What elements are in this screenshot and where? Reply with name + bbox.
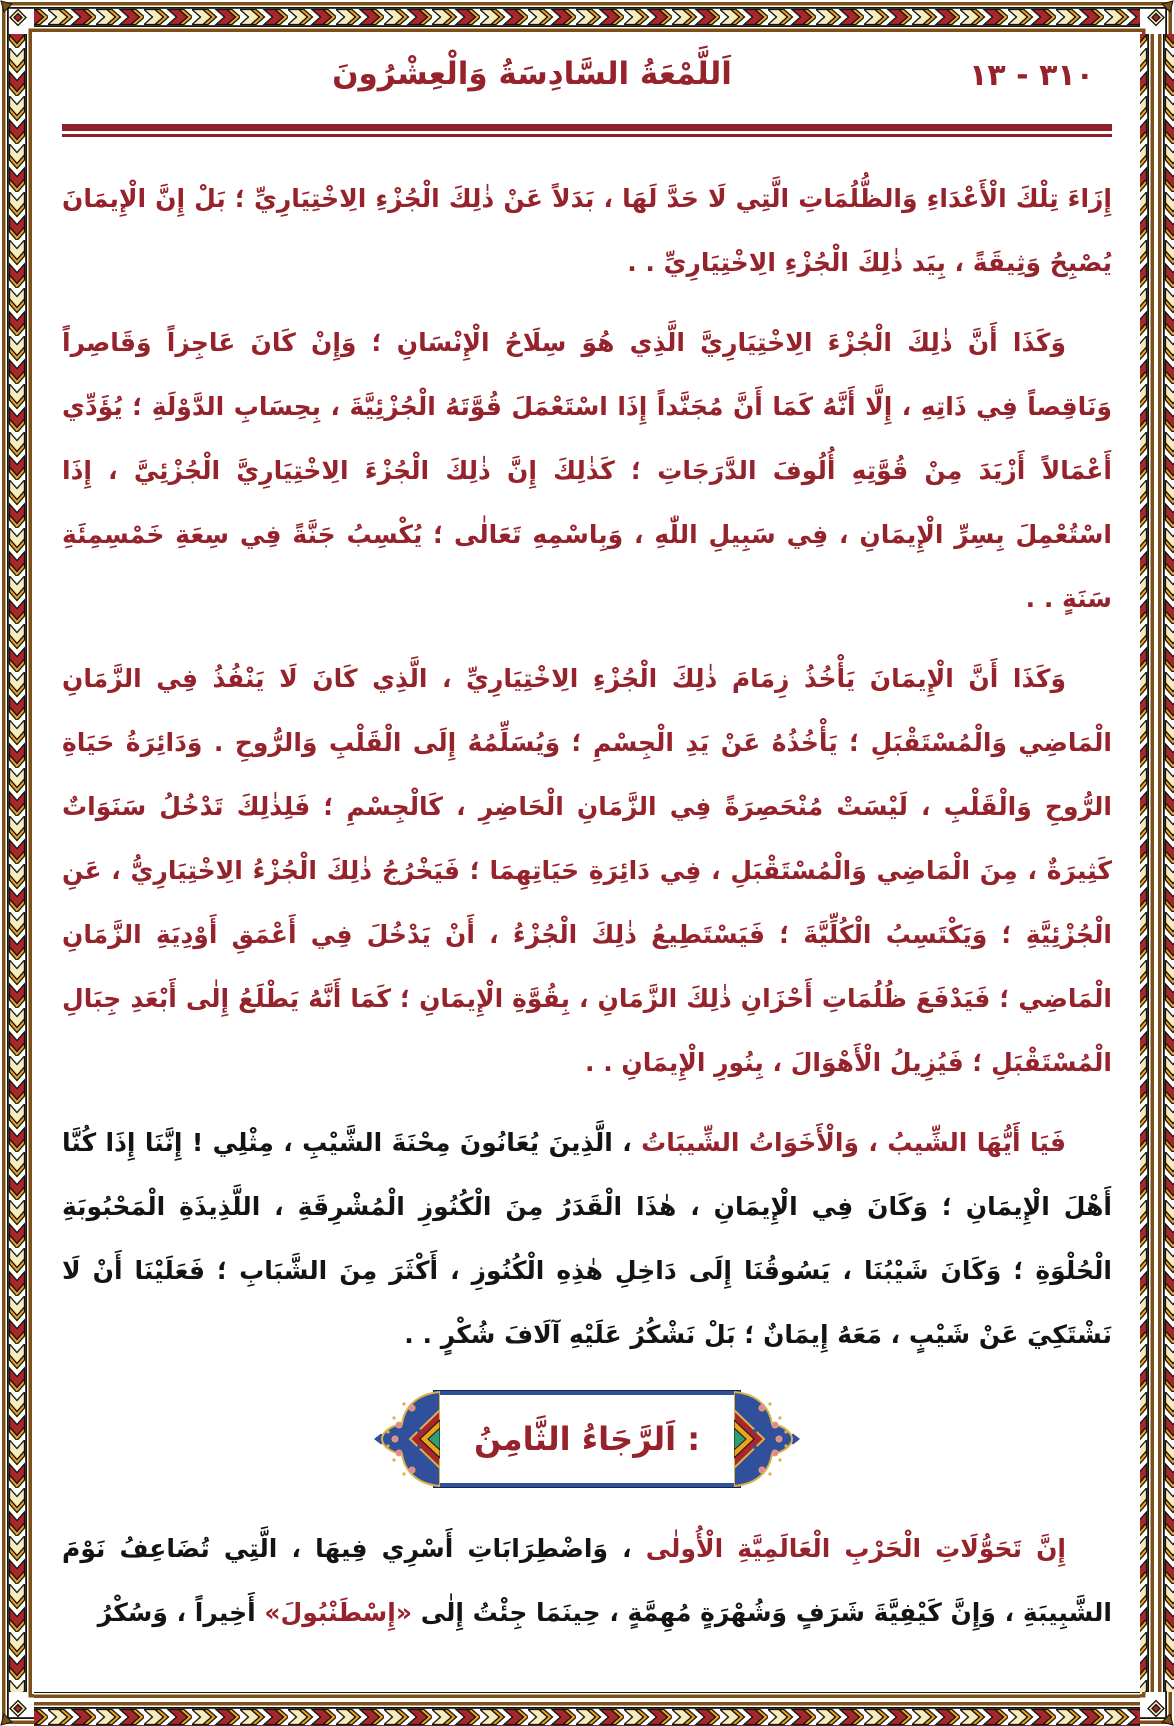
paragraph bbox=[62, 647, 1112, 1095]
divider-thick-line bbox=[62, 124, 1112, 131]
header-divider bbox=[62, 124, 1112, 137]
text-segment: وَكَذَا أَنَّ ذٰلِكَ الْجُزْءَ الِاخْتِيَارِيَّ الَّذِي هُوَ سِلَاحُ الْإِنْسَانِ ؛ وَإِنْ كَانَ عَاجِزاً وَقَاصِراً وَنَاقِصاً فِي ذَاتِهِ ، إِلَّا أَنَّهُ كَمَا أَنَّ مُجَنَّداً إِذَا اسْتَعْمَلَ قُوَّتَهُ الْجُزْئِيَّةَ ، بِحِسَابِ الدَّوْلَةِ ؛ يُؤَدِّي أَعْمَالاً أَزْيَدَ مِنْ قُوَّتِهِ أُلُوفَ الدَّرَجَاتِ ؛ كَذٰلِكَ إِنَّ ذٰلِكَ الْجُزْءَ الِاخْتِيَارِيَّ الْجُزْئِيَّ ، إِذَا اسْتُعْمِلَ بِسِرِّ الْإِيمَانِ ، فِي سَبِيلِ اللّٰهِ ، وَبِاسْمِهِ تَعَالٰى ؛ يُكْسِبُ جَنَّةً فِي سِعَةِ خَمْسِمِئَةِ سَنَةٍ . . bbox=[62, 328, 1112, 613]
text-segment: ، وَاضْطِرَابَاتِ أَسْرِي فِيهَا ، الَّتِي تُضَاعِفُ نَوْمَ الشَّبِيبَةِ ، وَإِنَّ كَيْفِيَّةَ شَرَفٍ وَشُهْرَةٍ مُهِمَّةٍ ، حِينَمَا جِئْتُ إِلٰى bbox=[62, 1534, 1112, 1627]
paragraphs-top bbox=[62, 167, 1112, 1367]
floral-medallion-right-icon bbox=[734, 1384, 800, 1494]
page-title: اَللَّمْعَةُ السَّادِسَةُ وَالْعِشْرُونَ bbox=[332, 56, 732, 92]
page-body bbox=[62, 167, 1112, 1645]
paragraph bbox=[62, 167, 1112, 295]
page-header bbox=[62, 46, 1112, 120]
page-number: ٣١٠ - ١٣ bbox=[969, 58, 1094, 93]
text-segment: ، الَّذِينَ يُعَانُونَ مِحْنَةَ الشَّيْبِ ، مِثْلِي ! إِنَّنَا إِذَا كُنَّا أَهْلَ الْإِيمَانِ ؛ وَكَانَ فِي الْإِيمَانِ ، هٰذَا الْقَدَرُ مِنَ الْكُنُوزِ الْمُشْرِقَةِ ، اللَّذِيذَةِ الْمَحْبُوبَةِ الْحُلْوَةِ ؛ وَكَانَ شَيْبُنَا ، يَسُوقُنَا إِلَى دَاخِلِ هٰذِهِ الْكُنُوزِ ، أَكْثَرَ مِنَ الشَّبَابِ ؛ فَعَلَيْنَا أَنْ لَا نَشْتَكِيَ عَنْ شَيْبٍ ، مَعَهُ إِيمَانٌ ؛ بَلْ نَشْكُرُ عَلَيْهِ آلَافَ شُكْرٍ . . bbox=[62, 1128, 1112, 1349]
divider-thin-line bbox=[62, 134, 1112, 137]
text-segment: وَكَذَا أَنَّ الْإِيمَانَ يَأْخُذُ زِمَامَ ذٰلِكَ الْجُزْءِ الِاخْتِيَارِيِّ ، الَّذِي كَانَ لَا يَنْفُذُ فِي الزَّمَانِ الْمَاضِي وَالْمُسْتَقْبَلِ ؛ يَأْخُذُهُ عَنْ يَدِ الْجِسْمِ ؛ وَيُسَلِّمُهُ إِلَى الْقَلْبِ وَالرُّوحِ . وَدَائِرَةُ حَيَاةِ الرُّوحِ وَالْقَلْبِ ، لَيْسَتْ مُنْحَصِرَةً فِي الزَّمَانِ الْحَاضِرِ ، كَالْجِسْمِ ؛ فَلِذٰلِكَ تَدْخُلُ سَنَوَاتٌ كَثِيرَةٌ ، مِنَ الْمَاضِي وَالْمُسْتَقْبَلِ ، فِي دَائِرَةِ حَيَاتِهِمَا ؛ فَيَخْرُجُ ذٰلِكَ الْجُزْءُ الِاخْتِيَارِيُّ ، عَنِ الْجُزْئِيَّةِ ؛ وَيَكْتَسِبُ الْكُلِّيَّةَ ؛ فَيَسْتَطِيعُ ذٰلِكَ الْجُزْءُ ، أَنْ يَدْخُلَ فِي أَعْمَقِ أَوْدِيَةِ الزَّمَانِ الْمَاضِي ؛ فَيَدْفَعَ ظُلُمَاتِ أَحْزَانِ ذٰلِكَ الزَّمَانِ ، بِقُوَّةِ الْإِيمَانِ ؛ كَمَا أَنَّهُ يَطْلَعُ إِلٰى أَبْعَدِ جِبَالِ الْمُسْتَقْبَلِ ؛ فَيُزِيلُ الْأَهْوَالَ ، بِنُورِ الْإِيمَانِ . . bbox=[62, 664, 1112, 1077]
section-heading-box bbox=[434, 1391, 740, 1487]
floral-medallion-left-icon bbox=[374, 1384, 440, 1494]
page-content bbox=[62, 46, 1112, 1661]
paragraph bbox=[62, 1517, 1112, 1645]
text-segment: أَخِيراً ، وَسُكْرُ bbox=[97, 1598, 265, 1627]
section-heading bbox=[62, 1383, 1112, 1495]
paragraphs-bottom bbox=[62, 1517, 1112, 1645]
text-segment: فَيَا أَيُّهَا الشِّيبُ ، وَالْأَخَوَاتُ الشِّيبَاتُ bbox=[641, 1128, 1066, 1157]
text-segment: إِنَّ تَحَوُّلَاتِ الْحَرْبِ الْعَالَمِيَّةِ الْأُولٰى bbox=[645, 1534, 1066, 1563]
text-segment: إِزَاءَ تِلْكَ الْأَعْدَاءِ وَالظُّلُمَاتِ الَّتِي لَا حَدَّ لَهَا ، بَدَلاً عَنْ ذٰلِكَ الْجُزْءِ الِاخْتِيَارِيِّ ؛ بَلْ إِنَّ الْإِيمَانَ يُصْبِحُ وَثِيقَةً ، بِيَد ذٰلِكَ الْجُزْءِ الِاخْتِيَارِيِّ . . bbox=[62, 184, 1112, 277]
section-heading-label: اَلرَّجَاءُ الثَّامِنُ : bbox=[473, 1420, 701, 1458]
paragraph bbox=[62, 311, 1112, 631]
paragraph bbox=[62, 1111, 1112, 1367]
text-segment: «إِسْطَنْبُولَ» bbox=[264, 1598, 412, 1627]
